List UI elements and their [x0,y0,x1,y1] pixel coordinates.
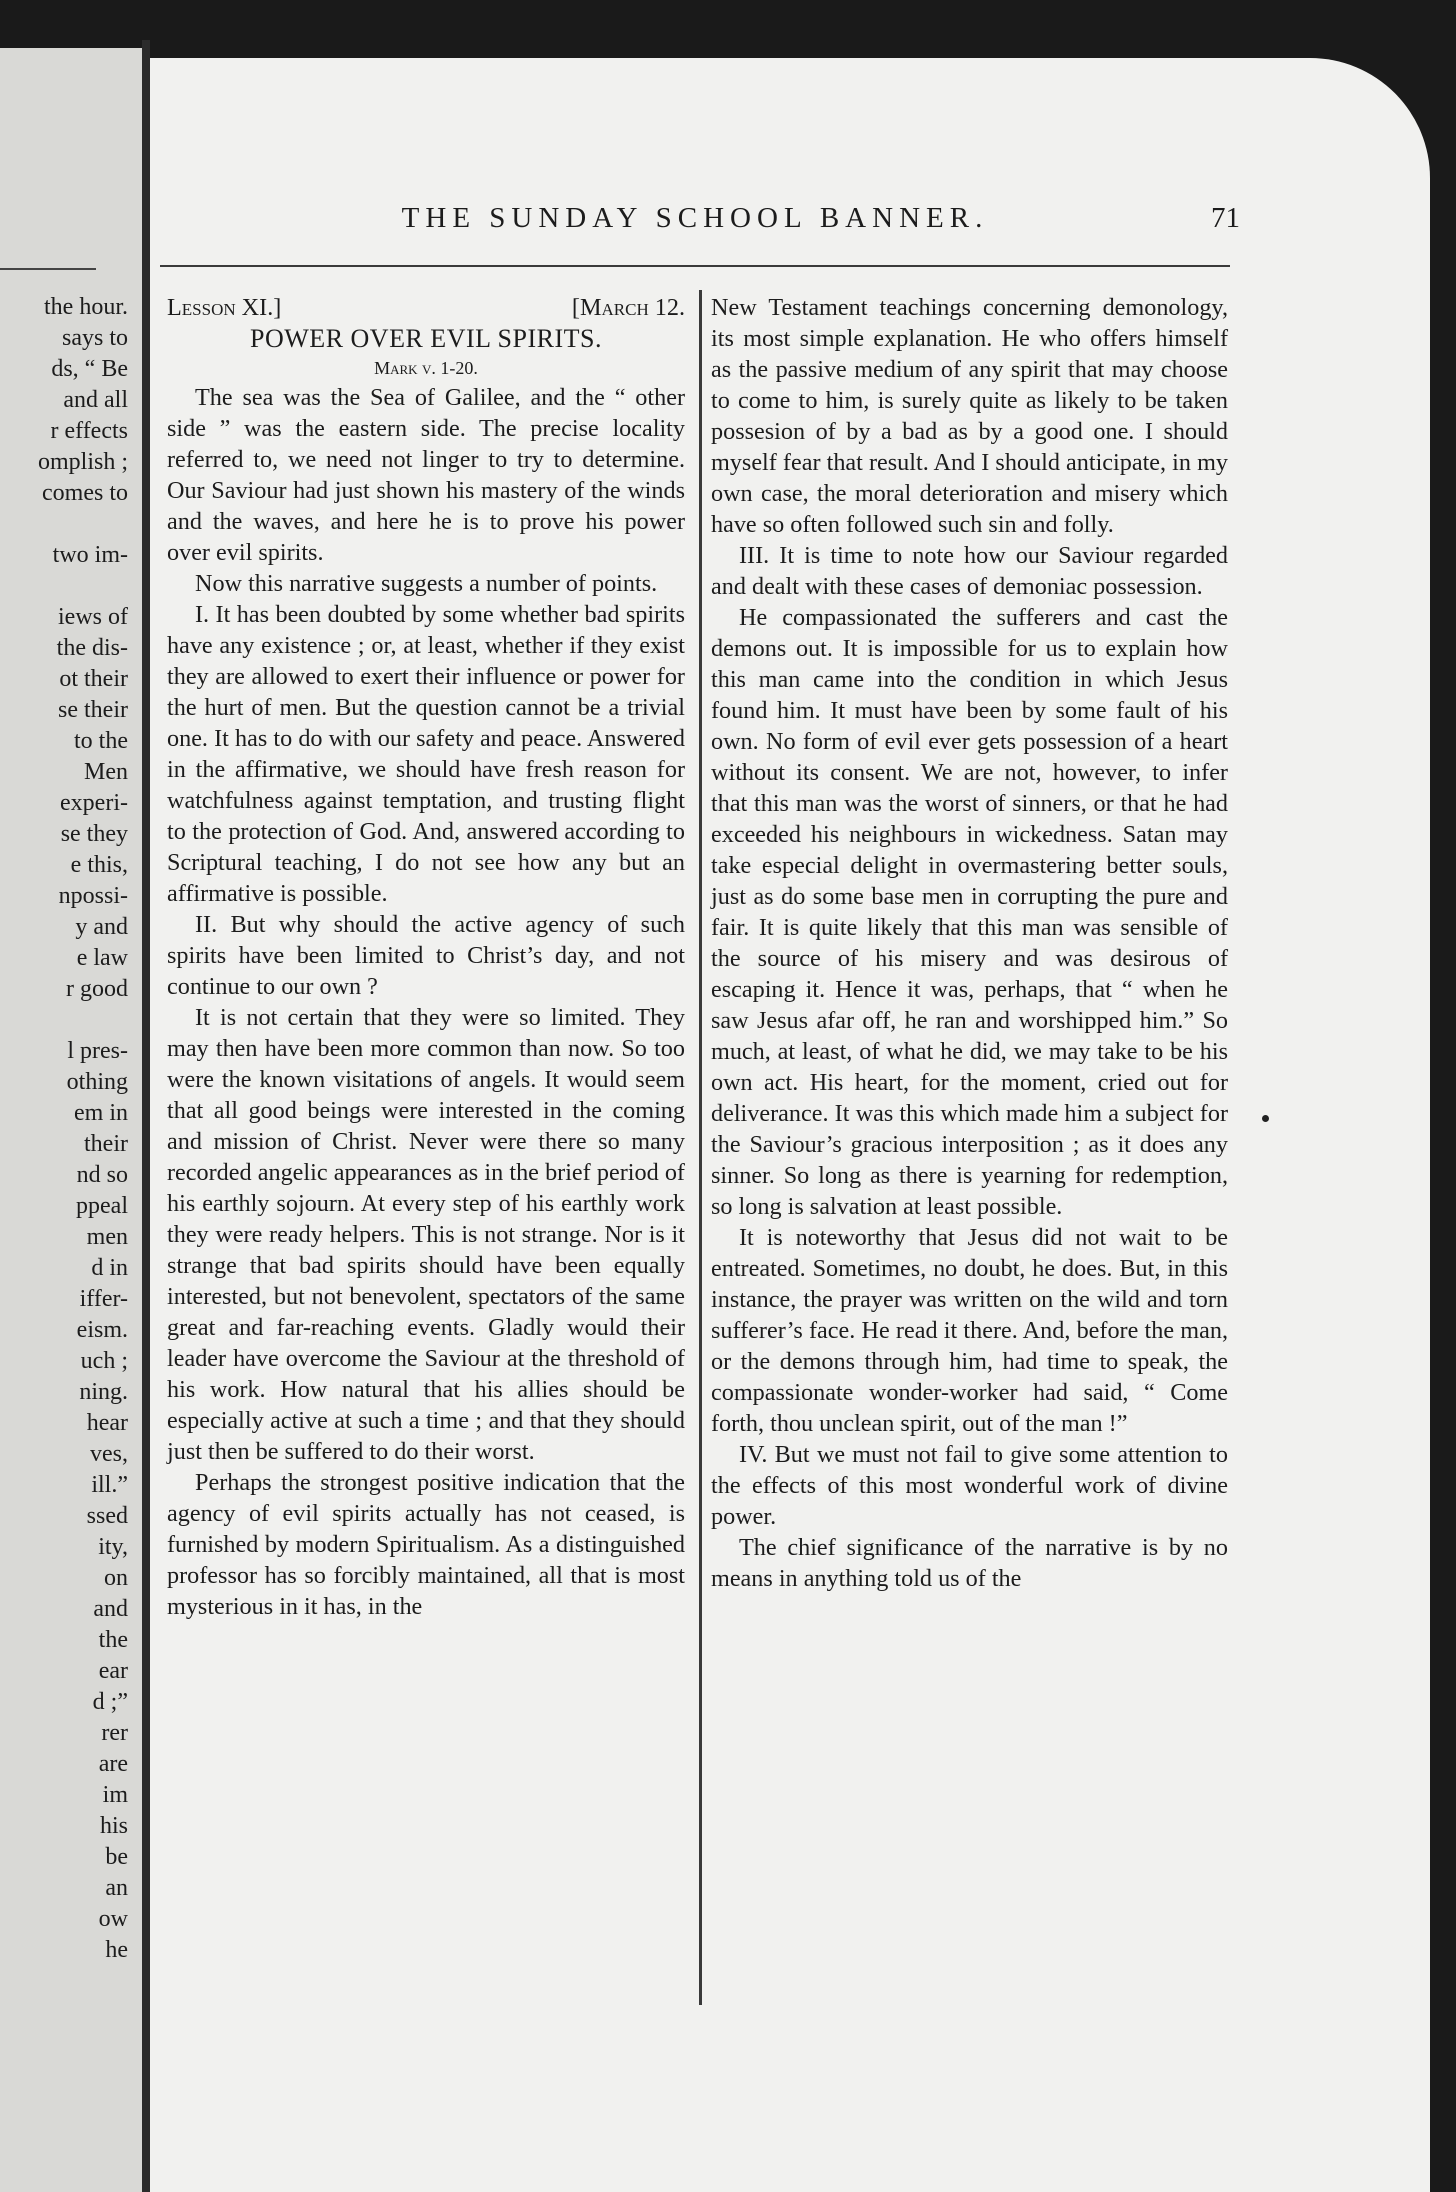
previous-page-line: comes to [42,480,128,506]
page-number: 71 [1211,202,1240,234]
previous-page-line: rer [101,1720,128,1746]
previous-page-line: iffer- [79,1286,128,1312]
previous-page-line: omplish ; [37,449,128,475]
previous-page-line: ppeal [76,1193,128,1219]
paragraph: IV. But we must not fail to give some attention to the effects of this most wonderful work of divine power. [711,1441,1228,1530]
previous-page-line: ill.” [91,1472,128,1498]
paragraph: The sea was the Sea of Galilee, and the “ other side ” was the eastern side. The precise locality referred to, we need not linger to try to determine. Our Saviour had just shown his mastery of the winds and the waves, and here he is to prove his power over evil spirits. [167,384,685,566]
previous-page-line: on [104,1565,128,1591]
paragraph: Now this narrative suggests a number of points. [195,570,658,597]
previous-page-line: se their [58,697,128,723]
running-title: THE SUNDAY SCHOOL BANNER. [401,202,989,234]
previous-page-line: Men [84,759,128,785]
previous-page-line: uch ; [80,1348,128,1374]
previous-page-line: e law [76,945,128,971]
previous-page-line: im [102,1782,128,1808]
scripture-reference: Mark v. 1-20. [374,358,478,378]
previous-page-line: the [98,1627,128,1653]
page-header [150,202,1240,242]
paragraph: It is not certain that they were so limited. They may then have been more common than now. So too were the known visitations of angels. It would seem that all good beings were interested in the coming and mission of Christ. Never were there so many recorded angelic appearances as in the brief period of his earthly sojourn. At every step of his earthly work they were ready helpers. This is not strange. Nor is it strange that bad spirits should have been equally interested, but not benevolent, spectators of the same great and far-reaching events. Gladly would their leader have overcome the Saviour at the threshold of his work. How natural that his allies should be especially active at such a time ; and that they should just then be suffered to do their worst. [167,1004,685,1465]
previous-page-line [0,1005,150,1036]
paragraph: I. It has been doubted by some whether bad spirits have any existence ; or, at least, whether if they exist they are allowed to exert their influence or power for the hurt of men. But the question cannot be a trivial one. It has to do with our safety and peace. Answered in the affirmative, we should have fresh reason for watchfulness against temptation, and trusting flight to the protection of God. And, answered according to Scriptural teaching, I do not see how any but an affirmative is possible. [167,601,685,907]
previous-page-line: to the [74,728,128,754]
previous-page-line: ity, [98,1534,128,1560]
previous-page-line: an [105,1875,128,1901]
paragraph: He compassionated the sufferers and cast the demons out. It is impossible for us to explain how this man came into the condition in which Jesus found him. It must have been by some fault of his own. No form of evil ever gets possession of a heart without its consent. We are not, however, to infer that this man was the worst of sinners, or that he had exceeded his neighbours in wickedness. Satan may take especial delight in overmastering better souls, just as do some base men in corrupting the pure and fair. It is quite likely that this man was sensible of the source of his misery and was desirous of escaping it. Hence it was, perhaps, that “ when he saw Jesus afar off, he ran and worshipped him.” So much, at least, of what he did, we may take to be his own act. His heart, for the moment, cried out for deliverance. It was this which made him a subject for the Saviour’s gracious interposition ; as it does any sinner. So long as there is yearning for redemption, so long is salvation at least possible. [711,604,1228,1220]
previous-page-line: the hour. [44,294,128,320]
previous-page-line: se they [60,821,128,847]
previous-page-line: ds, “ Be [51,356,128,382]
previous-page-line: l pres- [67,1038,128,1064]
previous-page-line: nd so [76,1162,128,1188]
previous-page-line: othing [66,1069,128,1095]
previous-page-line: ning. [79,1379,128,1405]
previous-page-line: em in [74,1100,128,1126]
previous-page-line: be [105,1844,128,1870]
paragraph: It is noteworthy that Jesus did not wait to be entreated. Sometimes, no doubt, he does. But, in this instance, the prayer was written on the wild and torn sufferer’s face. He read it there. And, before the man, or the demons through him, had time to speak, the compassionate wonder-worker had said, “ Come forth, thou unclean spirit, out of the man !” [711,1224,1228,1437]
previous-page-line [0,571,150,602]
previous-page-line: hear [86,1410,128,1436]
column-divider [699,290,702,2005]
binding-gutter [142,40,150,2192]
previous-page-line: npossi- [58,883,128,909]
previous-page-line: ear [98,1658,128,1684]
previous-page-line: and [93,1596,128,1622]
lesson-heading-line [167,292,685,323]
previous-page-line: says to [62,325,128,351]
previous-page-line: r good [66,976,128,1002]
paragraph: II. But why should the active agency of such spirits have been limited to Christ’s day, and not continue to our own ? [167,911,685,1000]
previous-page-line: d in [91,1255,128,1281]
right-column [711,292,1228,1594]
previous-page-line: ssed [86,1503,128,1529]
margin-ink-spot [1262,1115,1269,1122]
previous-page-line: experi- [60,790,128,816]
previous-page-line: he [105,1937,128,1963]
previous-page-rule [0,268,96,270]
previous-page-line: iews of [58,604,128,630]
previous-page-line: his [99,1813,128,1839]
previous-page-line: ow [98,1906,128,1932]
paragraph: The chief significance of the narrative is by no means in anything told us of the [711,1534,1228,1592]
lesson-title: POWER OVER EVIL SPIRITS. [250,324,602,353]
previous-page-line: and all [63,387,128,413]
previous-page-line: d ;” [92,1689,128,1715]
lesson-number: Lesson XI.] [167,294,282,321]
previous-page-line: their [84,1131,128,1157]
previous-page-line: two im- [52,542,128,568]
previous-page-line: y and [75,914,128,940]
previous-page-line: e this, [70,852,128,878]
previous-page-line [0,509,150,540]
previous-page-line: eism. [76,1317,128,1343]
lesson-date: [March 12. [571,294,685,321]
previous-page-line: are [98,1751,128,1777]
paragraph: Perhaps the strongest positive indication that the agency of evil spirits actually has not ceased, is furnished by modern Spiritualism. As a distinguished professor has so forcibly maintained, all that is most mysterious in it has, in the [167,1469,685,1620]
header-rule [160,265,1230,267]
previous-page-line: r effects [50,418,128,444]
left-column [167,292,685,1622]
previous-page-line: men [86,1224,128,1250]
previous-page-line: ot their [59,666,128,692]
previous-page-line: ves, [90,1441,128,1467]
previous-page-line: the dis- [56,635,128,661]
paragraph: III. It is time to note how our Saviour regarded and dealt with these cases of demoniac possession. [711,542,1228,600]
continued-paragraph: New Testament teachings concerning demonology, its most simple explanation. He who offers himself as the passive medium of any spirit that may choose to come to him, is surely quite as likely to be taken possesion of by a bad as by a good one. I should myself fear that result. And I should anticipate, in my own case, the moral deterioration and misery which have so often followed such sin and folly. [711,294,1228,538]
previous-page-text-fragments [0,292,150,1966]
